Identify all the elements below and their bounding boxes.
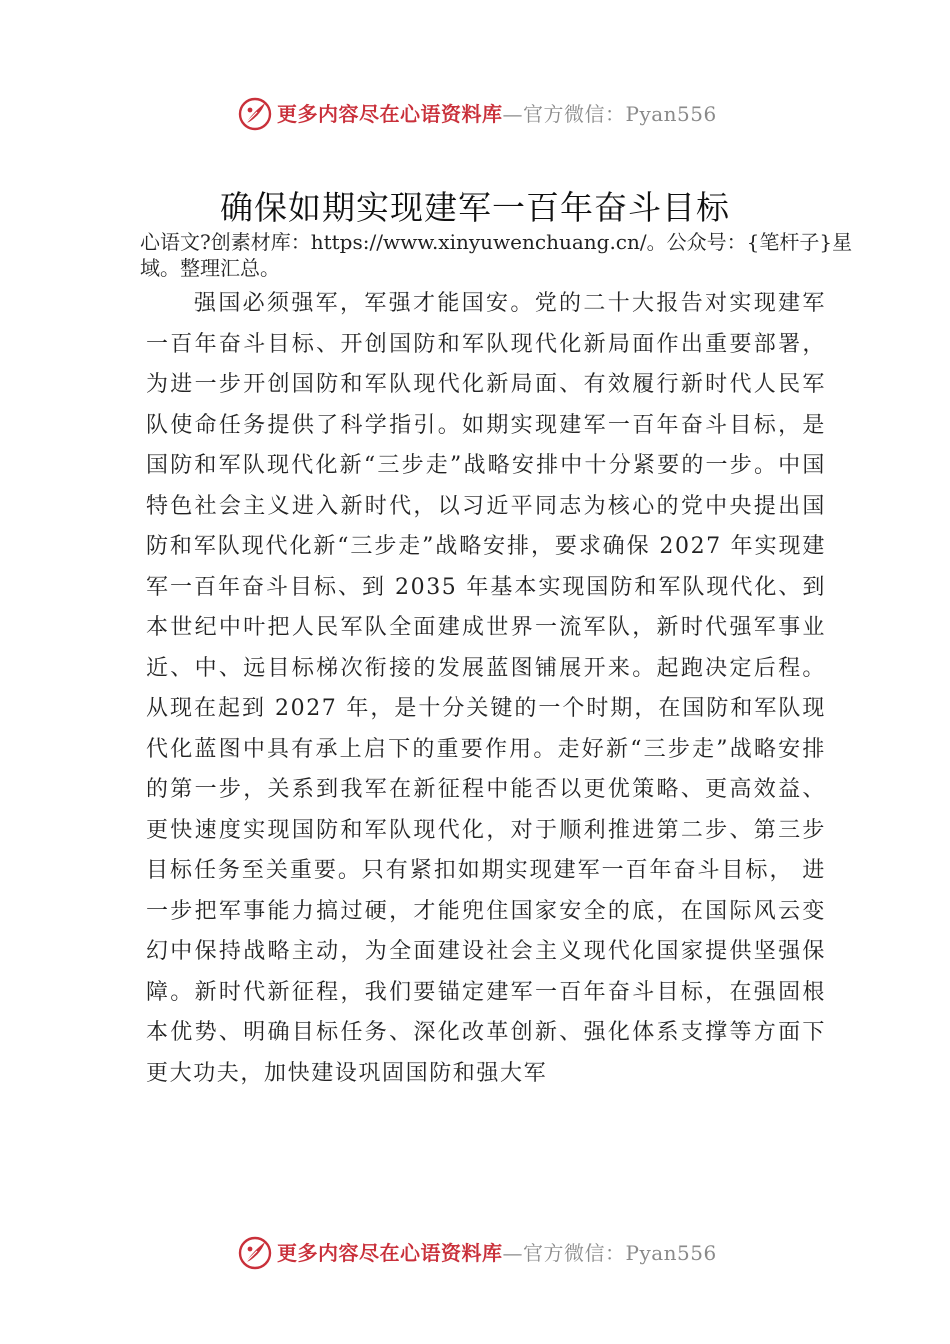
footer-banner [0,1233,950,1273]
banner-wechat: 官方微信：Pyan556 [523,1241,717,1265]
banner-dash: — [502,1241,523,1265]
header-banner [0,94,950,134]
document-title: 确保如期实现建军一百年奋斗目标 [220,188,730,227]
quill-logo-icon [237,96,273,132]
banner-lead: 更多内容尽在心语资料库 [277,102,503,126]
banner-lead: 更多内容尽在心语资料库 [277,1241,503,1265]
banner-text [277,1240,717,1266]
banner-wechat: 官方微信：Pyan556 [523,102,717,126]
quill-logo-icon [237,1235,273,1271]
source-note: 心语文?创素材库：https://www.xinyuwenchuang.cn/。公众号：{笔杆子}星域。整理汇总。 [140,230,853,280]
banner-dash: — [502,102,523,126]
banner-text [277,101,717,127]
body-paragraph: 强国必须强军，军强才能国安。党的二十大报告对实现建军一百年奋斗目标、开创国防和军队现代化新局面作出重要部署，为进一步开创国防和军队现代化新局面、有效履行新时代人民军队使命任务提供了科学指引。如期实现建军一百年奋斗目标，是国防和军队现代化新“三步走”战略安排中十分紧要的一步。中国特色社会主义进入新时代，以习近平同志为核心的党中央提出国防和军队现代化新“三步走”战略安排，要求确保 2027 年实现建军一百年奋斗目标、到 2035 年基本实现国防和军队现代化、到本世纪中叶把人民军队全面建成世界一流军队，新时代强军事业近、中、远目标梯次衔接的发展蓝图铺展开来。起跑决定后程。从现在起到 2027 年，是十分关键的一个时期，在国防和军队现代化蓝图中具有承上启下的重要作用。走好新“三步走”战略安排的第一步，关系到我军在新征程中能否以更优策略、更高效益、更快速度实现国防和军队现代化，对于顺利推进第二步、第三步目标任务至关重要。只有紧扣如期实现建军一百年奋斗目标， 进一步把军事能力搞过硬，才能兜住国家安全的底，在国际风云变幻中保持战略主动，为全面建设社会主义现代化国家提供坚强保障。新时代新征程，我们要锚定建军一百年奋斗目标，在强固根本优势、明确目标任务、深化改革创新、强化体系支撑等方面下更大功夫，加快建设巩固国防和强大军 [146,291,826,1086]
